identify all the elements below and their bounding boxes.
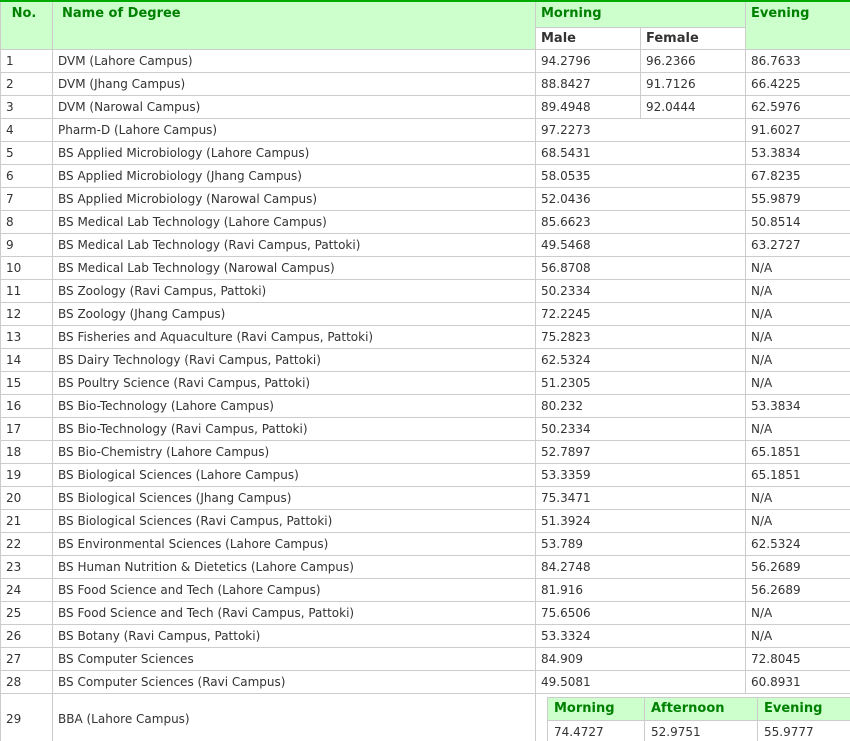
table-row (1, 556, 850, 579)
table-row (1, 372, 850, 395)
row-evening-score: 56.2689 (746, 579, 850, 602)
row-evening-score: 56.2689 (746, 556, 850, 579)
row-evening-score: 62.5324 (746, 533, 850, 556)
shift-table (547, 697, 850, 741)
row-no: 17 (1, 418, 53, 441)
table-row (1, 211, 850, 234)
header-male: Male (536, 28, 641, 50)
row-no: 6 (1, 165, 53, 188)
row-no: 22 (1, 533, 53, 556)
row-degree-name: DVM (Narowal Campus) (53, 96, 536, 119)
row-no: 27 (1, 648, 53, 671)
shift-morning-value: 74.4727 (548, 721, 645, 741)
row-no: 15 (1, 372, 53, 395)
row-no: 11 (1, 280, 53, 303)
row-evening-score: 67.8235 (746, 165, 850, 188)
row-degree-name: BS Environmental Sciences (Lahore Campus) (53, 533, 536, 556)
row-evening-score: 65.1851 (746, 441, 850, 464)
row-female-score: 91.7126 (641, 73, 746, 96)
row-evening-score: 91.6027 (746, 119, 850, 142)
row-morning-score: 49.5081 (536, 671, 746, 694)
row-evening-score: 66.4225 (746, 73, 850, 96)
row-evening-score: N/A (746, 303, 850, 326)
row-no: 2 (1, 73, 53, 96)
row-no: 13 (1, 326, 53, 349)
table-row (1, 625, 850, 648)
row-degree-name: BS Zoology (Ravi Campus, Pattoki) (53, 280, 536, 303)
row-male-score: 89.4948 (536, 96, 641, 119)
table-row (1, 464, 850, 487)
row-degree-name: BBA (Lahore Campus) (53, 694, 536, 741)
table-row (1, 234, 850, 257)
shift-cell (536, 694, 850, 741)
row-morning-score: 62.5324 (536, 349, 746, 372)
row-degree-name: BS Applied Microbiology (Jhang Campus) (53, 165, 536, 188)
table-row (1, 418, 850, 441)
table-row (1, 303, 850, 326)
row-no: 23 (1, 556, 53, 579)
row-evening-score: N/A (746, 257, 850, 280)
row-morning-score: 84.909 (536, 648, 746, 671)
row-no: 9 (1, 234, 53, 257)
row-evening-score: N/A (746, 280, 850, 303)
row-morning-score: 51.2305 (536, 372, 746, 395)
shift-afternoon-value: 52.9751 (645, 721, 758, 741)
header-degree-name: Name of Degree (53, 1, 536, 50)
row-evening-score: N/A (746, 487, 850, 510)
row-no: 25 (1, 602, 53, 625)
row-no: 24 (1, 579, 53, 602)
row-evening-score: N/A (746, 418, 850, 441)
row-evening-score: 53.3834 (746, 142, 850, 165)
row-degree-name: BS Biological Sciences (Jhang Campus) (53, 487, 536, 510)
row-degree-name: BS Bio-Chemistry (Lahore Campus) (53, 441, 536, 464)
row-evening-score: N/A (746, 602, 850, 625)
table-row (1, 326, 850, 349)
row-degree-name: BS Biological Sciences (Ravi Campus, Pattoki) (53, 510, 536, 533)
table-row (1, 441, 850, 464)
row-degree-name: BS Botany (Ravi Campus, Pattoki) (53, 625, 536, 648)
row-morning-score: 53.789 (536, 533, 746, 556)
table-row (1, 257, 850, 280)
row-morning-score: 53.3359 (536, 464, 746, 487)
row-degree-name: Pharm-D (Lahore Campus) (53, 119, 536, 142)
row-female-score: 96.2366 (641, 50, 746, 73)
row-no: 8 (1, 211, 53, 234)
row-degree-name: BS Biological Sciences (Lahore Campus) (53, 464, 536, 487)
header-row (1, 1, 850, 28)
table-row (1, 533, 850, 556)
row-evening-score: N/A (746, 326, 850, 349)
row-evening-score: N/A (746, 625, 850, 648)
shift-header-afternoon: Afternoon (645, 698, 758, 721)
row-female-score: 92.0444 (641, 96, 746, 119)
row-morning-score: 52.7897 (536, 441, 746, 464)
row-degree-name: BS Food Science and Tech (Lahore Campus) (53, 579, 536, 602)
table-row (1, 395, 850, 418)
row-evening-score: 72.8045 (746, 648, 850, 671)
table-row (1, 349, 850, 372)
row-degree-name: BS Poultry Science (Ravi Campus, Pattoki) (53, 372, 536, 395)
shift-header-morning: Morning (548, 698, 645, 721)
row-male-score: 94.2796 (536, 50, 641, 73)
row-male-score: 88.8427 (536, 73, 641, 96)
row-degree-name: BS Bio-Technology (Ravi Campus, Pattoki) (53, 418, 536, 441)
table-row (1, 510, 850, 533)
row-evening-score: N/A (746, 372, 850, 395)
row-no: 20 (1, 487, 53, 510)
header-no: No. (1, 1, 53, 50)
row-no: 29 (1, 694, 53, 741)
row-no: 12 (1, 303, 53, 326)
row-evening-score: N/A (746, 349, 850, 372)
row-degree-name: BS Zoology (Jhang Campus) (53, 303, 536, 326)
table-body (1, 50, 850, 694)
row-evening-score: 86.7633 (746, 50, 850, 73)
row-degree-name: BS Dairy Technology (Ravi Campus, Pattoki) (53, 349, 536, 372)
row-morning-score: 51.3924 (536, 510, 746, 533)
row-evening-score: 62.5976 (746, 96, 850, 119)
row-morning-score: 53.3324 (536, 625, 746, 648)
row-degree-name: BS Computer Sciences (53, 648, 536, 671)
row-degree-name: DVM (Lahore Campus) (53, 50, 536, 73)
table-row (1, 487, 850, 510)
row-no: 7 (1, 188, 53, 211)
row-no: 10 (1, 257, 53, 280)
row-degree-name: BS Human Nutrition & Dietetics (Lahore Campus) (53, 556, 536, 579)
table-row (1, 165, 850, 188)
row-morning-score: 81.916 (536, 579, 746, 602)
row-morning-score: 85.6623 (536, 211, 746, 234)
row-morning-score: 75.3471 (536, 487, 746, 510)
row-no: 1 (1, 50, 53, 73)
row-no: 16 (1, 395, 53, 418)
row-evening-score: 65.1851 (746, 464, 850, 487)
row-degree-name: BS Applied Microbiology (Lahore Campus) (53, 142, 536, 165)
row-no: 4 (1, 119, 53, 142)
row-degree-name: BS Medical Lab Technology (Lahore Campus) (53, 211, 536, 234)
row-morning-score: 84.2748 (536, 556, 746, 579)
row-degree-name: DVM (Jhang Campus) (53, 73, 536, 96)
row-morning-score: 75.6506 (536, 602, 746, 625)
table-row (1, 119, 850, 142)
row-morning-score: 50.2334 (536, 418, 746, 441)
row-no: 19 (1, 464, 53, 487)
row-morning-score: 52.0436 (536, 188, 746, 211)
table-row (1, 73, 850, 96)
row-morning-score: 56.8708 (536, 257, 746, 280)
row-degree-name: BS Applied Microbiology (Narowal Campus) (53, 188, 536, 211)
header-morning: Morning (536, 1, 746, 28)
shift-evening-value: 55.9777 (758, 721, 850, 741)
row-morning-score: 49.5468 (536, 234, 746, 257)
table-row (1, 280, 850, 303)
row-morning-score: 50.2334 (536, 280, 746, 303)
row-morning-score: 97.2273 (536, 119, 746, 142)
row-morning-score: 80.232 (536, 395, 746, 418)
row-degree-name: BS Medical Lab Technology (Ravi Campus, Pattoki) (53, 234, 536, 257)
table-row (1, 579, 850, 602)
row-evening-score: 50.8514 (746, 211, 850, 234)
row-evening-score: 55.9879 (746, 188, 850, 211)
row-evening-score: 60.8931 (746, 671, 850, 694)
table-row (1, 188, 850, 211)
table-row (1, 50, 850, 73)
row-morning-score: 75.2823 (536, 326, 746, 349)
row-no: 26 (1, 625, 53, 648)
row-no: 5 (1, 142, 53, 165)
row-no: 21 (1, 510, 53, 533)
row-degree-name: BS Computer Sciences (Ravi Campus) (53, 671, 536, 694)
row-degree-name: BS Bio-Technology (Lahore Campus) (53, 395, 536, 418)
shift-header-evening: Evening (758, 698, 850, 721)
row-degree-name: BS Fisheries and Aquaculture (Ravi Campus, Pattoki) (53, 326, 536, 349)
row-no: 28 (1, 671, 53, 694)
table-row (1, 671, 850, 694)
header-female: Female (641, 28, 746, 50)
table-row (1, 694, 850, 741)
shift-header-row (548, 698, 850, 721)
row-morning-score: 68.5431 (536, 142, 746, 165)
row-morning-score: 58.0535 (536, 165, 746, 188)
row-morning-score: 72.2245 (536, 303, 746, 326)
row-evening-score: 63.2727 (746, 234, 850, 257)
row-no: 18 (1, 441, 53, 464)
table-row (1, 648, 850, 671)
table-row (1, 142, 850, 165)
row-evening-score: N/A (746, 510, 850, 533)
row-no: 14 (1, 349, 53, 372)
row-evening-score: 53.3834 (746, 395, 850, 418)
table-row (1, 602, 850, 625)
header-evening: Evening (746, 1, 850, 50)
row-no: 3 (1, 96, 53, 119)
shift-value-row (548, 721, 850, 741)
row-degree-name: BS Food Science and Tech (Ravi Campus, Pattoki) (53, 602, 536, 625)
table-row (1, 96, 850, 119)
row-degree-name: BS Medical Lab Technology (Narowal Campus) (53, 257, 536, 280)
